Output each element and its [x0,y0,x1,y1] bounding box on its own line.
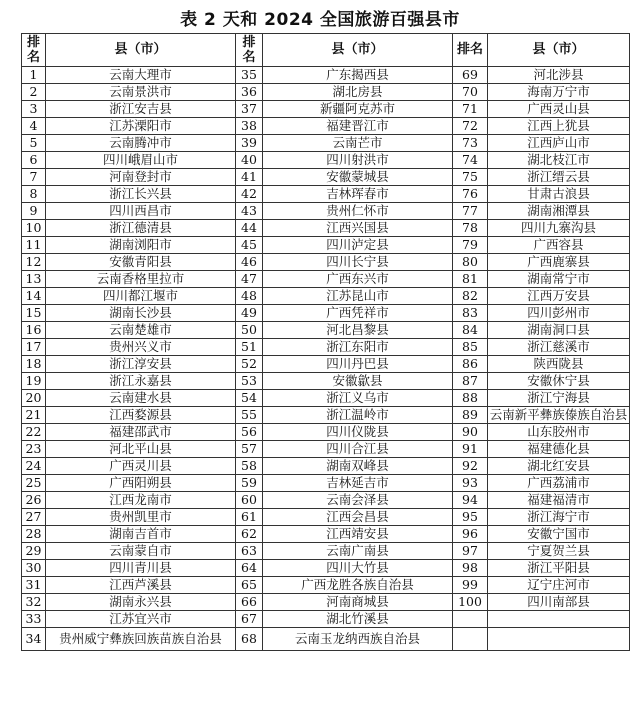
rank-cell: 7 [22,169,46,186]
table-row [22,424,630,441]
county-cell: 甘肃古浪县 [488,186,630,203]
rank-cell: 8 [22,186,46,203]
county-cell: 陕西陇县 [488,356,630,373]
county-cell: 广东揭西县 [263,67,453,84]
rank-cell: 93 [453,475,488,492]
county-cell: 河南登封市 [46,169,236,186]
rank-cell: 11 [22,237,46,254]
rank-cell: 38 [236,118,263,135]
table-row [22,441,630,458]
table-row [22,356,630,373]
rank-cell: 46 [236,254,263,271]
rank-cell: 61 [236,509,263,526]
rank-cell: 47 [236,271,263,288]
county-cell: 河北昌黎县 [263,322,453,339]
rank-cell: 21 [22,407,46,424]
header-rank-1 [22,34,46,67]
rank-cell: 59 [236,475,263,492]
rank-cell: 71 [453,101,488,118]
county-cell: 福建德化县 [488,441,630,458]
county-cell: 浙江平阳县 [488,560,630,577]
county-cell: 四川彭州市 [488,305,630,322]
table-row [22,628,630,651]
rank-cell: 6 [22,152,46,169]
rank-cell: 15 [22,305,46,322]
rank-cell: 63 [236,543,263,560]
rank-cell: 53 [236,373,263,390]
rank-cell: 65 [236,577,263,594]
rank-cell: 33 [22,611,46,628]
rank-cell: 50 [236,322,263,339]
table-row [22,390,630,407]
rank-cell [453,611,488,628]
rank-cell: 79 [453,237,488,254]
county-cell: 云南建水县 [46,390,236,407]
county-cell: 湖南湘潭县 [488,203,630,220]
county-cell: 江西靖安县 [263,526,453,543]
table-row [22,169,630,186]
table-header [22,34,630,67]
county-cell: 四川长宁县 [263,254,453,271]
county-cell: 云南楚雄市 [46,322,236,339]
rank-cell: 43 [236,203,263,220]
county-cell: 湖南双峰县 [263,458,453,475]
rank-cell: 5 [22,135,46,152]
county-cell: 四川大竹县 [263,560,453,577]
county-cell: 浙江永嘉县 [46,373,236,390]
county-cell: 四川泸定县 [263,237,453,254]
county-cell: 江苏昆山市 [263,288,453,305]
county-cell: 吉林延吉市 [263,475,453,492]
county-cell: 吉林珲春市 [263,186,453,203]
rank-cell: 18 [22,356,46,373]
rank-cell: 13 [22,271,46,288]
rank-cell: 2 [22,84,46,101]
rank-cell [453,628,488,651]
rank-cell: 94 [453,492,488,509]
table-row [22,322,630,339]
rank-cell: 27 [22,509,46,526]
table-row [22,526,630,543]
rank-cell: 56 [236,424,263,441]
county-cell: 江西龙南市 [46,492,236,509]
county-cell: 四川都江堰市 [46,288,236,305]
rank-cell: 77 [453,203,488,220]
county-cell: 浙江淳安县 [46,356,236,373]
county-cell: 湖北房县 [263,84,453,101]
county-cell: 湖南吉首市 [46,526,236,543]
county-cell: 广西灵川县 [46,458,236,475]
table-row [22,254,630,271]
rank-cell: 62 [236,526,263,543]
table-row [22,305,630,322]
county-cell: 江苏溧阳市 [46,118,236,135]
table-row [22,67,630,84]
rank-cell: 96 [453,526,488,543]
rank-cell: 3 [22,101,46,118]
rank-cell: 100 [453,594,488,611]
rank-cell: 70 [453,84,488,101]
rank-cell: 44 [236,220,263,237]
rank-cell: 80 [453,254,488,271]
rank-cell: 16 [22,322,46,339]
rank-cell: 67 [236,611,263,628]
rank-cell: 87 [453,373,488,390]
county-cell: 浙江慈溪市 [488,339,630,356]
table-row [22,288,630,305]
county-cell: 四川青川县 [46,560,236,577]
table-row [22,84,630,101]
county-cell: 江西上犹县 [488,118,630,135]
rank-cell: 23 [22,441,46,458]
table-row [22,475,630,492]
rank-cell: 99 [453,577,488,594]
table-row [22,186,630,203]
rank-cell: 30 [22,560,46,577]
county-cell: 贵州威宁彝族回族苗族自治县 [46,628,236,651]
county-cell: 云南蒙自市 [46,543,236,560]
county-cell: 贵州兴义市 [46,339,236,356]
county-cell: 江西会昌县 [263,509,453,526]
ranking-table [21,33,630,651]
table-row [22,101,630,118]
rank-cell: 42 [236,186,263,203]
rank-cell: 64 [236,560,263,577]
rank-cell: 78 [453,220,488,237]
header-county-1: 县（市） [46,34,236,67]
county-cell: 云南广南县 [263,543,453,560]
county-cell: 广西鹿寨县 [488,254,630,271]
county-cell: 四川峨眉山市 [46,152,236,169]
rank-cell: 52 [236,356,263,373]
rank-cell: 39 [236,135,263,152]
rank-cell: 40 [236,152,263,169]
table-row [22,237,630,254]
rank-cell: 98 [453,560,488,577]
header-county-3: 县（市） [488,34,630,67]
rank-cell: 45 [236,237,263,254]
county-cell: 江西万安县 [488,288,630,305]
county-cell: 湖南浏阳市 [46,237,236,254]
county-cell: 湖北竹溪县 [263,611,453,628]
table-body [22,67,630,651]
county-cell: 广西东兴市 [263,271,453,288]
county-cell: 云南大理市 [46,67,236,84]
county-cell: 四川合江县 [263,441,453,458]
county-cell: 江西婺源县 [46,407,236,424]
county-cell: 四川西昌市 [46,203,236,220]
county-cell: 湖南洞口县 [488,322,630,339]
rank-cell: 31 [22,577,46,594]
county-cell: 浙江宁海县 [488,390,630,407]
rank-cell: 75 [453,169,488,186]
table-row [22,271,630,288]
county-cell: 江西芦溪县 [46,577,236,594]
county-cell: 江西庐山市 [488,135,630,152]
table-row [22,543,630,560]
county-cell: 浙江义乌市 [263,390,453,407]
rank-cell: 89 [453,407,488,424]
rank-cell: 58 [236,458,263,475]
header-rank-3: 排名 [453,34,488,67]
table-row [22,594,630,611]
rank-cell: 60 [236,492,263,509]
table-row [22,152,630,169]
rank-cell: 73 [453,135,488,152]
county-cell: 四川丹巴县 [263,356,453,373]
rank-cell: 14 [22,288,46,305]
rank-cell: 49 [236,305,263,322]
county-cell: 浙江缙云县 [488,169,630,186]
rank-cell: 48 [236,288,263,305]
rank-cell: 35 [236,67,263,84]
table-row [22,407,630,424]
rank-cell: 41 [236,169,263,186]
header-county-2: 县（市） [263,34,453,67]
county-cell: 海南万宁市 [488,84,630,101]
county-cell: 湖北枝江市 [488,152,630,169]
header-rank-2 [236,34,263,67]
county-cell: 安徽歙县 [263,373,453,390]
county-cell: 四川射洪市 [263,152,453,169]
county-cell [488,611,630,628]
county-cell: 福建晋江市 [263,118,453,135]
county-cell: 江西兴国县 [263,220,453,237]
rank-cell: 81 [453,271,488,288]
county-cell: 湖南常宁市 [488,271,630,288]
county-cell: 安徽休宁县 [488,373,630,390]
table-row [22,220,630,237]
table-row [22,339,630,356]
county-cell: 四川南部县 [488,594,630,611]
county-cell: 安徽宁国市 [488,526,630,543]
table-row [22,373,630,390]
county-cell: 广西容县 [488,237,630,254]
table-row [22,577,630,594]
rank-cell: 84 [453,322,488,339]
county-cell: 福建邵武市 [46,424,236,441]
county-cell: 安徽蒙城县 [263,169,453,186]
rank-cell: 1 [22,67,46,84]
header-rank-1-label: 排 名 [26,35,40,65]
rank-cell: 12 [22,254,46,271]
county-cell: 安徽青阳县 [46,254,236,271]
rank-cell: 72 [453,118,488,135]
table-row [22,611,630,628]
county-cell: 广西阳朔县 [46,475,236,492]
county-cell: 四川仪陇县 [263,424,453,441]
table-row [22,118,630,135]
rank-cell: 28 [22,526,46,543]
county-cell: 江苏宜兴市 [46,611,236,628]
county-cell: 广西凭祥市 [263,305,453,322]
county-cell: 浙江东阳市 [263,339,453,356]
rank-cell: 4 [22,118,46,135]
county-cell: 辽宁庄河市 [488,577,630,594]
county-cell: 河北涉县 [488,67,630,84]
county-cell: 湖南长沙县 [46,305,236,322]
rank-cell: 88 [453,390,488,407]
rank-cell: 91 [453,441,488,458]
rank-cell: 74 [453,152,488,169]
rank-cell: 20 [22,390,46,407]
rank-cell: 19 [22,373,46,390]
county-cell: 广西灵山县 [488,101,630,118]
rank-cell: 9 [22,203,46,220]
county-cell [488,628,630,651]
header-rank-2-label: 排 名 [242,35,256,65]
county-cell: 宁夏贺兰县 [488,543,630,560]
rank-cell: 92 [453,458,488,475]
county-cell: 云南玉龙纳西族自治县 [263,628,453,651]
rank-cell: 10 [22,220,46,237]
table-row [22,509,630,526]
table-title: 表 2 天和 2024 全国旅游百强县市 [180,10,460,30]
rank-cell: 29 [22,543,46,560]
rank-cell: 36 [236,84,263,101]
county-cell: 浙江安吉县 [46,101,236,118]
county-cell: 云南芒市 [263,135,453,152]
county-cell: 广西龙胜各族自治县 [263,577,453,594]
rank-cell: 66 [236,594,263,611]
rank-cell: 22 [22,424,46,441]
county-cell: 云南景洪市 [46,84,236,101]
county-cell: 云南香格里拉市 [46,271,236,288]
rank-cell: 55 [236,407,263,424]
county-cell: 浙江温岭市 [263,407,453,424]
rank-cell: 26 [22,492,46,509]
county-cell: 贵州仁怀市 [263,203,453,220]
rank-cell: 68 [236,628,263,651]
rank-cell: 86 [453,356,488,373]
county-cell: 湖北红安县 [488,458,630,475]
table-row [22,492,630,509]
county-cell: 云南新平彝族傣族自治县 [488,407,630,424]
county-cell: 福建福清市 [488,492,630,509]
rank-cell: 37 [236,101,263,118]
table-row [22,458,630,475]
county-cell: 浙江德清县 [46,220,236,237]
rank-cell: 54 [236,390,263,407]
rank-cell: 25 [22,475,46,492]
rank-cell: 95 [453,509,488,526]
rank-cell: 24 [22,458,46,475]
county-cell: 浙江海宁市 [488,509,630,526]
rank-cell: 76 [453,186,488,203]
rank-cell: 85 [453,339,488,356]
rank-cell: 34 [22,628,46,651]
county-cell: 云南腾冲市 [46,135,236,152]
rank-cell: 57 [236,441,263,458]
rank-cell: 32 [22,594,46,611]
rank-cell: 82 [453,288,488,305]
county-cell: 湖南永兴县 [46,594,236,611]
county-cell: 山东胶州市 [488,424,630,441]
table-row [22,135,630,152]
county-cell: 四川九寨沟县 [488,220,630,237]
rank-cell: 69 [453,67,488,84]
county-cell: 河南商城县 [263,594,453,611]
table-row [22,203,630,220]
county-cell: 河北平山县 [46,441,236,458]
county-cell: 云南会泽县 [263,492,453,509]
county-cell: 贵州凯里市 [46,509,236,526]
county-cell: 广西荔浦市 [488,475,630,492]
table-row [22,560,630,577]
county-cell: 新疆阿克苏市 [263,101,453,118]
rank-cell: 51 [236,339,263,356]
rank-cell: 17 [22,339,46,356]
rank-cell: 90 [453,424,488,441]
rank-cell: 97 [453,543,488,560]
rank-cell: 83 [453,305,488,322]
county-cell: 浙江长兴县 [46,186,236,203]
